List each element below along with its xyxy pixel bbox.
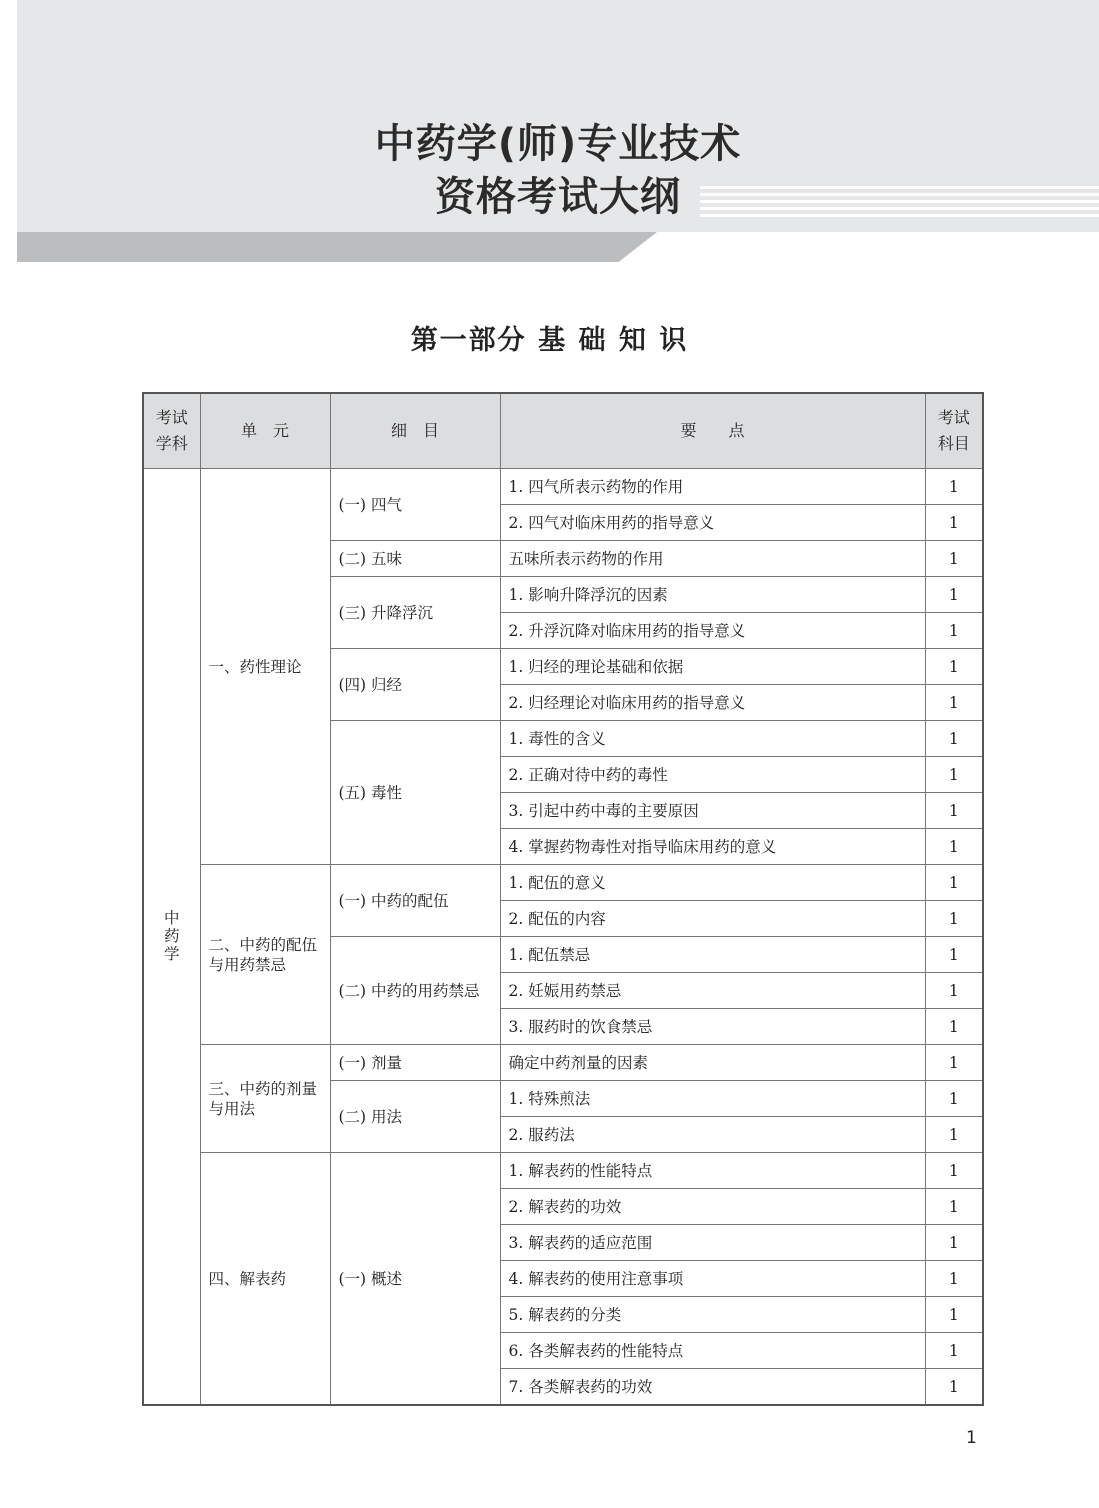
exam-cell: 1: [925, 1261, 983, 1297]
item-cell: (二) 用法: [330, 1081, 500, 1153]
exam-cell: 1: [925, 505, 983, 541]
item-cell: (一) 四气: [330, 469, 500, 541]
point-cell: 2. 配伍的内容: [500, 901, 925, 937]
exam-cell: 1: [925, 829, 983, 865]
point-cell: 3. 服药时的饮食禁忌: [500, 1009, 925, 1045]
point-cell: 2. 正确对待中药的毒性: [500, 757, 925, 793]
syllabus-table: [142, 392, 984, 1406]
point-cell: 1. 解表药的性能特点: [500, 1153, 925, 1189]
unit-cell: 四、解表药: [200, 1153, 330, 1406]
page-number: 1: [966, 1428, 977, 1448]
point-cell: 1. 配伍的意义: [500, 865, 925, 901]
main-title-line2: 资格考试大纲: [435, 174, 681, 220]
point-cell: 1. 配伍禁忌: [500, 937, 925, 973]
point-cell: 五味所表示药物的作用: [500, 541, 925, 577]
point-cell: 4. 掌握药物毒性对指导临床用药的意义: [500, 829, 925, 865]
point-cell: 2. 妊娠用药禁忌: [500, 973, 925, 1009]
exam-cell: 1: [925, 1297, 983, 1333]
point-cell: 确定中药剂量的因素: [500, 1045, 925, 1081]
point-cell: 1. 毒性的含义: [500, 721, 925, 757]
header-unit: 单 元: [200, 393, 330, 469]
exam-cell: 1: [925, 541, 983, 577]
point-cell: 1. 特殊煎法: [500, 1081, 925, 1117]
header-point: 要 点: [500, 393, 925, 469]
item-cell: (二) 中药的用药禁忌: [330, 937, 500, 1045]
table-row: [143, 1045, 983, 1081]
exam-cell: 1: [925, 1225, 983, 1261]
exam-cell: 1: [925, 865, 983, 901]
unit-cell: 二、中药的配伍与用药禁忌: [200, 865, 330, 1045]
point-cell: 5. 解表药的分类: [500, 1297, 925, 1333]
header-banner-bar: [17, 232, 657, 262]
exam-cell: 1: [925, 1009, 983, 1045]
main-title-line1: 中药学(师)专业技术: [374, 121, 742, 167]
exam-cell: 1: [925, 901, 983, 937]
point-cell: 2. 四气对临床用药的指导意义: [500, 505, 925, 541]
exam-cell: 1: [925, 793, 983, 829]
item-cell: (五) 毒性: [330, 721, 500, 865]
point-cell: 2. 解表药的功效: [500, 1189, 925, 1225]
exam-cell: 1: [925, 973, 983, 1009]
point-cell: 7. 各类解表药的功效: [500, 1369, 925, 1406]
exam-cell: 1: [925, 1117, 983, 1153]
point-cell: 2. 服药法: [500, 1117, 925, 1153]
subject-cell: [143, 469, 200, 1406]
unit-cell: 一、药性理论: [200, 469, 330, 865]
exam-cell: 1: [925, 577, 983, 613]
exam-cell: 1: [925, 613, 983, 649]
exam-cell: 1: [925, 649, 983, 685]
exam-cell: 1: [925, 1045, 983, 1081]
exam-cell: 1: [925, 1369, 983, 1406]
table-row: [143, 1153, 983, 1189]
exam-cell: 1: [925, 1153, 983, 1189]
table-row: [143, 469, 983, 505]
point-cell: 1. 影响升降浮沉的因素: [500, 577, 925, 613]
exam-cell: 1: [925, 469, 983, 505]
item-cell: (一) 剂量: [330, 1045, 500, 1081]
point-cell: 2. 升浮沉降对临床用药的指导意义: [500, 613, 925, 649]
header-subject: 考试学科: [143, 393, 200, 469]
point-cell: 1. 归经的理论基础和依据: [500, 649, 925, 685]
exam-cell: 1: [925, 685, 983, 721]
exam-cell: 1: [925, 1081, 983, 1117]
exam-cell: 1: [925, 721, 983, 757]
header-item: 细 目: [330, 393, 500, 469]
point-cell: 3. 解表药的适应范围: [500, 1225, 925, 1261]
point-cell: 6. 各类解表药的性能特点: [500, 1333, 925, 1369]
unit-cell: 三、中药的剂量与用法: [200, 1045, 330, 1153]
subject-label: 中药学: [163, 909, 180, 963]
item-cell: (四) 归经: [330, 649, 500, 721]
exam-cell: 1: [925, 1333, 983, 1369]
table-row: [143, 865, 983, 901]
point-cell: 3. 引起中药中毒的主要原因: [500, 793, 925, 829]
section-title: 第一部分 基 础 知 识: [410, 325, 689, 356]
exam-cell: 1: [925, 1189, 983, 1225]
item-cell: (一) 概述: [330, 1153, 500, 1406]
item-cell: (二) 五味: [330, 541, 500, 577]
table-header-row: [143, 393, 983, 469]
item-cell: (一) 中药的配伍: [330, 865, 500, 937]
exam-cell: 1: [925, 937, 983, 973]
point-cell: 4. 解表药的使用注意事项: [500, 1261, 925, 1297]
point-cell: 1. 四气所表示药物的作用: [500, 469, 925, 505]
header-exam: 考试科目: [925, 393, 983, 469]
exam-cell: 1: [925, 757, 983, 793]
point-cell: 2. 归经理论对临床用药的指导意义: [500, 685, 925, 721]
item-cell: (三) 升降浮沉: [330, 577, 500, 649]
